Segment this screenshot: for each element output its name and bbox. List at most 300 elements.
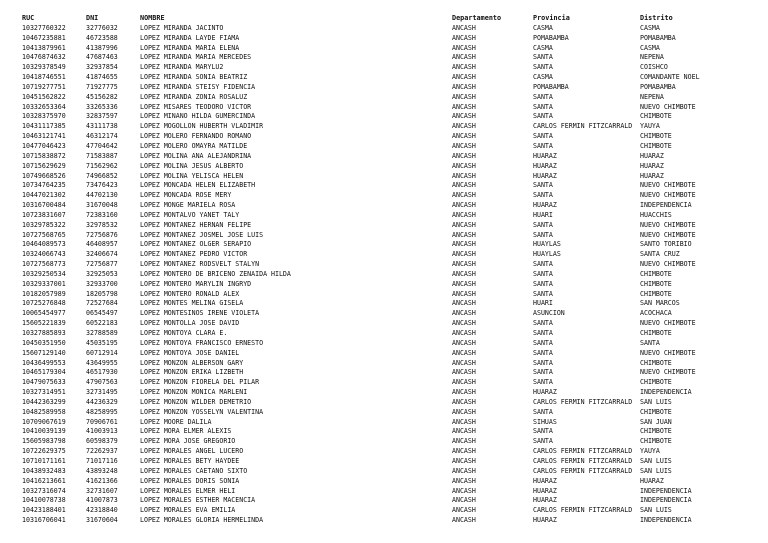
provincia-cell: CARLOS FERMIN FITZCARRALD <box>533 447 633 456</box>
departamento-cell: ANCASH <box>452 82 476 91</box>
dni-cell: 18205798 <box>86 289 118 298</box>
nombre-cell: LOPEZ MIRANDA JACINTO <box>140 23 224 32</box>
provincia-cell: POMABAMBA <box>533 82 569 91</box>
departamento-cell: ANCASH <box>452 506 476 515</box>
dni-cell: 71017116 <box>86 456 118 465</box>
provincia-cell: HUARAZ <box>533 476 557 485</box>
ruc-cell: 15605221839 <box>22 319 66 328</box>
distrito-cell: YAUYA <box>640 447 660 456</box>
dni-cell: 60598379 <box>86 437 118 446</box>
distrito-cell: HUARAZ <box>640 171 664 180</box>
departamento-cell: ANCASH <box>452 368 476 377</box>
dni-cell: 60522183 <box>86 319 118 328</box>
nombre-cell: LOPEZ MIRANDA MARIA ELENA <box>140 43 240 52</box>
nombre-cell: LOPEZ MONTOYA CLARA E. <box>140 329 228 337</box>
table-row <box>22 388 762 398</box>
table-row <box>22 44 762 54</box>
provincia-cell: SANTA <box>533 53 553 62</box>
distrito-cell: POMABAMBA <box>640 82 676 91</box>
dni-cell: 32978532 <box>86 220 118 229</box>
dni-cell: 32925053 <box>86 269 118 278</box>
departamento-cell: ANCASH <box>452 230 476 239</box>
distrito-cell: INDEPENDENCIA <box>640 516 692 525</box>
ruc-cell: 10438932483 <box>22 466 66 475</box>
distrito-cell: CHIMBOTE <box>640 378 672 387</box>
dni-cell: 41007873 <box>86 496 118 505</box>
departamento-cell: ANCASH <box>452 437 476 446</box>
departamento-cell: ANCASH <box>452 289 476 298</box>
table-row <box>22 112 762 122</box>
provincia-cell: SANTA <box>533 437 553 446</box>
table-row <box>22 181 762 191</box>
nombre-cell: LOPEZ MONGE MARIELA ROSA <box>140 201 236 210</box>
distrito-cell: CASMA <box>640 23 660 32</box>
table-row <box>22 122 762 132</box>
distrito-cell: ACOCHACA <box>640 309 672 318</box>
table-row <box>22 83 762 93</box>
dni-cell: 46517930 <box>86 368 118 377</box>
nombre-cell: LOPEZ MORALES ESTHER MACENCIA <box>140 496 256 505</box>
nombre-cell: LOPEZ MONTOLLA JOSE DAVID <box>140 319 240 328</box>
distrito-cell: NUEVO CHIMBOTE <box>640 191 696 200</box>
table-row <box>22 418 762 428</box>
nombre-cell: LOPEZ MORALES CAETANO SIXTO <box>140 466 248 475</box>
distrito-cell: HUACCHIS <box>640 210 672 219</box>
provincia-cell: HUARI <box>533 299 553 308</box>
table-row <box>22 34 762 44</box>
provincia-cell: CARLOS FERMIN FITZCARRALD <box>533 506 633 515</box>
nombre-cell: LOPEZ MOLINA ANA ALEJANDRINA <box>140 151 252 160</box>
departamento-cell: ANCASH <box>452 466 476 475</box>
dni-cell: 32406674 <box>86 250 118 259</box>
table-body <box>22 24 762 526</box>
provincia-cell: SANTA <box>533 329 553 337</box>
provincia-cell: SANTA <box>533 102 553 111</box>
table-row <box>22 477 762 487</box>
nombre-cell: LOPEZ MONZON WILDER DEMETRIO <box>140 397 252 406</box>
departamento-cell: ANCASH <box>452 269 476 278</box>
distrito-cell: HUARAZ <box>640 151 664 160</box>
ruc-cell: 10465179304 <box>22 368 66 377</box>
dni-cell: 73476423 <box>86 181 118 190</box>
nombre-cell: LOPEZ MORALES ELMER HELI <box>140 486 236 495</box>
dni-cell: 72756877 <box>86 260 118 269</box>
table-row <box>22 240 762 250</box>
nombre-cell: LOPEZ MIRANDA STEISY FIDENCIA <box>140 82 256 91</box>
dni-cell: 47704642 <box>86 141 118 150</box>
table-row <box>22 191 762 201</box>
nombre-cell: LOPEZ MISARES TEODORO VICTOR <box>140 102 252 111</box>
dni-cell: 42318840 <box>86 506 118 515</box>
ruc-cell: 10477046423 <box>22 141 66 150</box>
nombre-cell: LOPEZ MOLINA YELISCA HELEN <box>140 171 244 180</box>
header-provincia: Provincia <box>533 14 570 22</box>
ruc-cell: 10723831607 <box>22 210 66 219</box>
distrito-cell: CHIMBOTE <box>640 279 672 288</box>
provincia-cell: HUARAZ <box>533 486 557 495</box>
ruc-cell: 10410078738 <box>22 496 66 505</box>
dni-cell: 72756876 <box>86 230 118 239</box>
distrito-cell: NUEVO CHIMBOTE <box>640 102 696 111</box>
distrito-cell: CHIMBOTE <box>640 289 672 298</box>
distrito-cell: INDEPENDENCIA <box>640 201 692 210</box>
ruc-cell: 10482589958 <box>22 407 66 416</box>
distrito-cell: SAN LUIS <box>640 506 672 515</box>
provincia-cell: HUARAZ <box>533 516 557 525</box>
distrito-cell: CHIMBOTE <box>640 358 672 367</box>
departamento-cell: ANCASH <box>452 122 476 131</box>
departamento-cell: ANCASH <box>452 486 476 495</box>
distrito-cell: NUEVO CHIMBOTE <box>640 348 696 357</box>
dni-cell: 47907563 <box>86 378 118 387</box>
provincia-cell: SANTA <box>533 181 553 190</box>
distrito-cell: HUARAZ <box>640 161 664 170</box>
table-row <box>22 63 762 73</box>
nombre-cell: LOPEZ MORALES GLORIA HERMELINDA <box>140 516 264 525</box>
nombre-cell: LOPEZ MIRANDA MARYLU2 <box>140 63 224 72</box>
provincia-cell: SANTA <box>533 358 553 367</box>
table-row <box>22 93 762 103</box>
provincia-cell: HUARAZ <box>533 171 557 180</box>
table-row <box>22 152 762 162</box>
nombre-cell: LOPEZ MONTERO RONALD ALEX <box>140 289 240 298</box>
records-table <box>22 14 762 526</box>
departamento-cell: ANCASH <box>452 417 476 426</box>
dni-cell: 72527684 <box>86 299 118 308</box>
departamento-cell: ANCASH <box>452 388 476 397</box>
ruc-cell: 10710171161 <box>22 456 66 465</box>
nombre-cell: LOPEZ MONZON YOSSELYN VALENTINA <box>140 407 264 416</box>
departamento-cell: ANCASH <box>452 279 476 288</box>
dni-cell: 41621366 <box>86 476 118 485</box>
dni-cell: 32937854 <box>86 63 118 72</box>
departamento-cell: ANCASH <box>452 427 476 436</box>
table-row <box>22 309 762 319</box>
nombre-cell: LOPEZ MORALES BETY HAYDEE <box>140 456 240 465</box>
provincia-cell: SANTA <box>533 319 553 328</box>
nombre-cell: LOPEZ MORA JOSE GREGORIO <box>140 437 236 446</box>
table-row <box>22 496 762 506</box>
nombre-cell: LOPEZ MIÑANO HILDA GUMERCINDA <box>140 112 256 121</box>
provincia-cell: HUARAZ <box>533 161 557 170</box>
ruc-cell: 10715629629 <box>22 161 66 170</box>
dni-cell: 72383160 <box>86 210 118 219</box>
table-row <box>22 427 762 437</box>
table-row <box>22 132 762 142</box>
ruc-cell: 10416213661 <box>22 476 66 485</box>
ruc-cell: 15605983798 <box>22 437 66 446</box>
ruc-cell: 10442363299 <box>22 397 66 406</box>
distrito-cell: NUEVO CHIMBOTE <box>640 319 696 328</box>
header-nombre: NOMBRE <box>140 14 165 22</box>
ruc-cell: 10722629375 <box>22 447 66 456</box>
table-row <box>22 103 762 113</box>
provincia-cell: SANTA <box>533 141 553 150</box>
provincia-cell: SANTA <box>533 63 553 72</box>
distrito-cell: CHIMBOTE <box>640 407 672 416</box>
distrito-cell: YAUYA <box>640 122 660 131</box>
ruc-cell: 10329337001 <box>22 279 66 288</box>
table-row <box>22 408 762 418</box>
provincia-cell: SANTA <box>533 112 553 121</box>
departamento-cell: ANCASH <box>452 53 476 62</box>
nombre-cell: LOPEZ MOGOLLON HUBERTH VLADIMIR <box>140 122 264 131</box>
nombre-cell: LOPEZ MONTES MELINA GISELA <box>140 299 244 308</box>
distrito-cell: SANTA <box>640 338 660 347</box>
distrito-cell: SAN LUIS <box>640 466 672 475</box>
nombre-cell: LOPEZ MORALES EVA EMILIA <box>140 506 236 515</box>
nombre-cell: LOPEZ MORALES DORIS SONIA <box>140 476 240 485</box>
table-row <box>22 172 762 182</box>
distrito-cell: NUEVO CHIMBOTE <box>640 260 696 269</box>
distrito-cell: SAN JUAN <box>640 417 672 426</box>
distrito-cell: NUEVO CHIMBOTE <box>640 220 696 229</box>
departamento-cell: ANCASH <box>452 23 476 32</box>
table-row <box>22 516 762 526</box>
departamento-cell: ANCASH <box>452 181 476 190</box>
nombre-cell: LOPEZ MONCADA HELEN ELIZABETH <box>140 181 256 190</box>
departamento-cell: ANCASH <box>452 210 476 219</box>
distrito-cell: SAN MARCOS <box>640 299 680 308</box>
provincia-cell: SANTA <box>533 378 553 387</box>
departamento-cell: ANCASH <box>452 407 476 416</box>
nombre-cell: LOPEZ MIRANDA LAYDE FIAMA <box>140 33 240 42</box>
dni-cell: 71562962 <box>86 161 118 170</box>
table-row <box>22 329 762 339</box>
distrito-cell: NUEVO CHIMBOTE <box>640 181 696 190</box>
ruc-cell: 10065454977 <box>22 309 66 318</box>
dni-cell: 46312174 <box>86 132 118 141</box>
ruc-cell: 10418746551 <box>22 73 66 82</box>
provincia-cell: CARLOS FERMIN FITZCARRALD <box>533 122 633 131</box>
distrito-cell: CHIMBOTE <box>640 437 672 446</box>
dni-cell: 33265336 <box>86 102 118 111</box>
distrito-cell: SANTA CRUZ <box>640 250 680 259</box>
ruc-cell: 10715838872 <box>22 151 66 160</box>
departamento-cell: ANCASH <box>452 260 476 269</box>
provincia-cell: POMABAMBA <box>533 33 569 42</box>
header-ruc: RUC <box>22 14 35 22</box>
table-row <box>22 260 762 270</box>
table-row <box>22 211 762 221</box>
dni-cell: 45035195 <box>86 338 118 347</box>
nombre-cell: LOPEZ MONZON FIORELA DEL PILAR <box>140 378 260 387</box>
ruc-cell: 10749668526 <box>22 171 66 180</box>
table-row <box>22 378 762 388</box>
provincia-cell: HUARAZ <box>533 201 557 210</box>
departamento-cell: ANCASH <box>452 191 476 200</box>
table-row <box>22 270 762 280</box>
table-row <box>22 359 762 369</box>
ruc-cell: 10464089573 <box>22 240 66 249</box>
ruc-cell: 10451562822 <box>22 92 66 101</box>
ruc-cell: 10327885893 <box>22 329 66 337</box>
dni-cell: 41387996 <box>86 43 118 52</box>
provincia-cell: SANTA <box>533 407 553 416</box>
provincia-cell: ASUNCION <box>533 309 565 318</box>
distrito-cell: CHIMBOTE <box>640 112 672 121</box>
table-row <box>22 53 762 63</box>
provincia-cell: HUARAZ <box>533 151 557 160</box>
dni-cell: 43111738 <box>86 122 118 131</box>
departamento-cell: ANCASH <box>452 132 476 141</box>
distrito-cell: NEPEÑA <box>640 53 664 62</box>
table-row <box>22 437 762 447</box>
provincia-cell: SANTA <box>533 220 553 229</box>
dni-cell: 46408957 <box>86 240 118 249</box>
ruc-cell: 10410039139 <box>22 427 66 436</box>
provincia-cell: CASMA <box>533 23 553 32</box>
nombre-cell: LOPEZ MOLERO FERNANDO ROMANO <box>140 132 252 141</box>
nombre-cell: LOPEZ MORA ELMER ALEXIS <box>140 427 232 436</box>
distrito-cell: SAN LUIS <box>640 397 672 406</box>
distrito-cell: POMABAMBA <box>640 33 676 42</box>
ruc-cell: 10431117385 <box>22 122 66 131</box>
distrito-cell: CHIMBOTE <box>640 141 672 150</box>
nombre-cell: LOPEZ MONZON ALBERSON GARY <box>140 358 244 367</box>
departamento-cell: ANCASH <box>452 476 476 485</box>
provincia-cell: SANTA <box>533 427 553 436</box>
ruc-cell: 10727568765 <box>22 230 66 239</box>
header-distrito: Distrito <box>640 14 673 22</box>
ruc-cell: 10463121741 <box>22 132 66 141</box>
table-row <box>22 299 762 309</box>
provincia-cell: SIHUAS <box>533 417 557 426</box>
dni-cell: 31670604 <box>86 516 118 525</box>
distrito-cell: CHIMBOTE <box>640 132 672 141</box>
dni-cell: 06545497 <box>86 309 118 318</box>
departamento-cell: ANCASH <box>452 250 476 259</box>
ruc-cell: 10436499553 <box>22 358 66 367</box>
nombre-cell: LOPEZ MONTANEZ HERNAN FELIPE <box>140 220 252 229</box>
departamento-cell: ANCASH <box>452 447 476 456</box>
departamento-cell: ANCASH <box>452 516 476 525</box>
nombre-cell: LOPEZ MOLINA JESUS ALBERTO <box>140 161 244 170</box>
departamento-cell: ANCASH <box>452 397 476 406</box>
departamento-cell: ANCASH <box>452 329 476 337</box>
table-row <box>22 487 762 497</box>
dni-cell: 45156282 <box>86 92 118 101</box>
ruc-cell: 10479075633 <box>22 378 66 387</box>
table-row <box>22 457 762 467</box>
distrito-cell: SANTO TORIBIO <box>640 240 692 249</box>
table-row <box>22 142 762 152</box>
table-row <box>22 319 762 329</box>
nombre-cell: LOPEZ MONTALVO YANET TALY <box>140 210 240 219</box>
provincia-cell: SANTA <box>533 132 553 141</box>
distrito-cell: CHIMBOTE <box>640 269 672 278</box>
departamento-cell: ANCASH <box>452 161 476 170</box>
departamento-cell: ANCASH <box>452 338 476 347</box>
distrito-cell: INDEPENDENCIA <box>640 496 692 505</box>
distrito-cell: CHIMBOTE <box>640 329 672 337</box>
provincia-cell: HUARI <box>533 210 553 219</box>
provincia-cell: SANTA <box>533 230 553 239</box>
nombre-cell: LOPEZ MOORE DALILA <box>140 417 212 426</box>
ruc-cell: 10329785322 <box>22 220 66 229</box>
ruc-cell: 10182057989 <box>22 289 66 298</box>
ruc-cell: 10725276848 <box>22 299 66 308</box>
nombre-cell: LOPEZ MONTAÑEZ JOSMEL JOSE LUIS <box>140 230 264 239</box>
nombre-cell: LOPEZ MONCADA ROSE MERY <box>140 191 232 200</box>
provincia-cell: SANTA <box>533 191 553 200</box>
provincia-cell: CASMA <box>533 73 553 82</box>
ruc-cell: 10734764235 <box>22 181 66 190</box>
nombre-cell: LOPEZ MIRANDA MARIA MERCEDES <box>140 53 252 62</box>
provincia-cell: SANTA <box>533 279 553 288</box>
provincia-cell: SANTA <box>533 289 553 298</box>
dni-cell: 60712914 <box>86 348 118 357</box>
distrito-cell: INDEPENDENCIA <box>640 388 692 397</box>
departamento-cell: ANCASH <box>452 63 476 72</box>
table-row <box>22 398 762 408</box>
provincia-cell: CARLOS FERMIN FITZCARRALD <box>533 456 633 465</box>
provincia-cell: CARLOS FERMIN FITZCARRALD <box>533 466 633 475</box>
provincia-cell: SANTA <box>533 338 553 347</box>
departamento-cell: ANCASH <box>452 171 476 180</box>
departamento-cell: ANCASH <box>452 201 476 210</box>
ruc-cell: 10329378549 <box>22 63 66 72</box>
departamento-cell: ANCASH <box>452 348 476 357</box>
provincia-cell: SANTA <box>533 269 553 278</box>
distrito-cell: INDEPENDENCIA <box>640 486 692 495</box>
dni-cell: 43649955 <box>86 358 118 367</box>
departamento-cell: ANCASH <box>452 33 476 42</box>
nombre-cell: LOPEZ MONTESINOS IRENE VIOLETA <box>140 309 260 318</box>
departamento-cell: ANCASH <box>452 456 476 465</box>
distrito-cell: NEPEÑA <box>640 92 664 101</box>
table-row <box>22 467 762 477</box>
dni-cell: 44702130 <box>86 191 118 200</box>
table-row <box>22 231 762 241</box>
dni-cell: 44236329 <box>86 397 118 406</box>
provincia-cell: CARLOS FERMIN FITZCARRALD <box>533 397 633 406</box>
dni-cell: 72262937 <box>86 447 118 456</box>
distrito-cell: NUEVO CHIMBOTE <box>640 368 696 377</box>
dni-cell: 48258995 <box>86 407 118 416</box>
departamento-cell: ANCASH <box>452 220 476 229</box>
table-row <box>22 339 762 349</box>
provincia-cell: SANTA <box>533 368 553 377</box>
dni-cell: 47687463 <box>86 53 118 62</box>
dni-cell: 70906761 <box>86 417 118 426</box>
table-row <box>22 290 762 300</box>
departamento-cell: ANCASH <box>452 496 476 505</box>
table-row <box>22 280 762 290</box>
dni-cell: 32731495 <box>86 388 118 397</box>
dni-cell: 31670048 <box>86 201 118 210</box>
nombre-cell: LOPEZ MORALES ANGEL LUCERO <box>140 447 244 456</box>
nombre-cell: LOPEZ MONTOYA FRANCISCO ERNESTO <box>140 338 264 347</box>
ruc-cell: 10467235881 <box>22 33 66 42</box>
ruc-cell: 10327760322 <box>22 23 66 32</box>
dni-cell: 46723588 <box>86 33 118 42</box>
departamento-cell: ANCASH <box>452 319 476 328</box>
table-row <box>22 24 762 34</box>
dni-cell: 32788589 <box>86 329 118 337</box>
provincia-cell: SANTA <box>533 92 553 101</box>
dni-cell: 32731607 <box>86 486 118 495</box>
ruc-cell: 10328375970 <box>22 112 66 121</box>
nombre-cell: LOPEZ MIRANDA ZONIA ROSALUZ <box>140 92 248 101</box>
nombre-cell: LOPEZ MONTAÑEZ OLGER SERAPIO <box>140 240 252 249</box>
distrito-cell: COISHCO <box>640 63 668 72</box>
ruc-cell: 10316700484 <box>22 201 66 210</box>
departamento-cell: ANCASH <box>452 358 476 367</box>
departamento-cell: ANCASH <box>452 240 476 249</box>
distrito-cell: SAN LUIS <box>640 456 672 465</box>
nombre-cell: LOPEZ MONTERO DE BRICEÑO ZENAIDA HILDA <box>140 269 291 278</box>
